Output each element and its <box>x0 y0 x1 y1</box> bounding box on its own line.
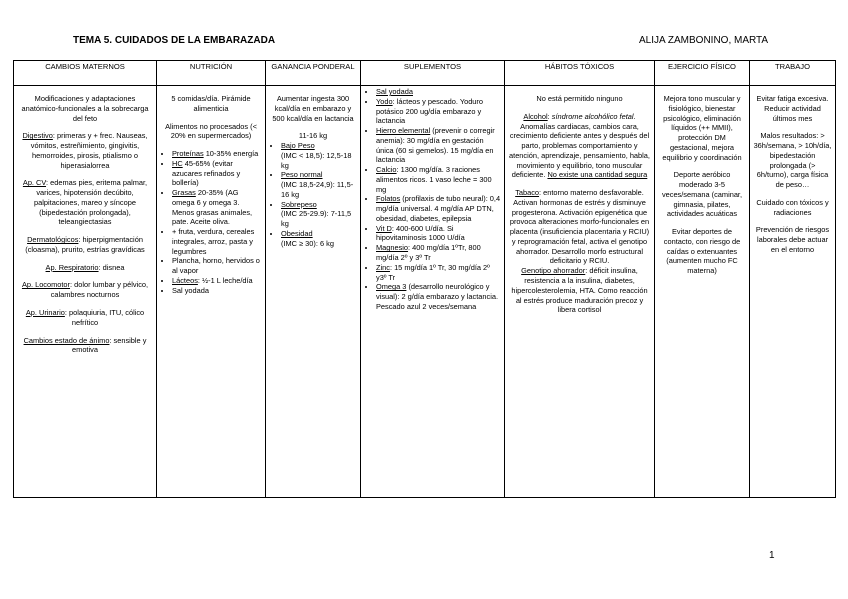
list-item: • + fruta, verdura, cereales integrales, arroz, pasta y legumbres <box>172 227 262 256</box>
list-item: • Folatos (profilaxis de tubo neural): 0,4 mg/día universal. 4 mg/día AP DTN, obesidad, diabetes, epilepsia <box>376 194 501 223</box>
cell-nutricion <box>157 86 266 498</box>
ganancia-intro: Aumentar ingesta 300 kcal/día en embarazo y 500 kcal/día en lactancia <box>272 94 354 123</box>
nutricion-intro2: Alimentos no procesados (< 20% en supermercados) <box>165 121 257 141</box>
cambios-intro: Modificaciones y adaptaciones anatómico-funcionales a la sobrecarga del feto <box>21 94 149 123</box>
list-item: • Lácteos: ½-1 L leche/día <box>172 276 262 286</box>
nutricion-list <box>160 149 262 295</box>
ganancia-list <box>269 141 357 248</box>
list-item: • HC 45-65% (evitar azucares refinados y bollería) <box>172 159 262 188</box>
col-header-ejercicio: EJERCICIO FÍSICO <box>655 61 750 86</box>
cell-ganancia-ponderal <box>266 86 361 498</box>
list-item: • Peso normal (IMC 18,5-24,9): 11,5-16 kg <box>281 170 357 199</box>
alcohol-text: Alcohol: síndrome alcohólico fetal. Anomalías cardiacas, cambios cara, crecimiento deficiente antes y después del parto, problemas comportamiento y atención, aprendizaje, pensamiento, habla, movimiento y equilibrio, tono muscular deficiente. No existe una cantidad segura <box>509 111 650 180</box>
respiratorio-text: Ap. Respiratorio: disnea <box>45 262 125 272</box>
list-item: • Plancha, horno, hervidos o al vapor <box>172 256 262 276</box>
col-header-suplementos: SUPLEMENTOS <box>361 61 505 86</box>
list-item: • Sobrepeso (IMC 25-29.9): 7-11,5 kg <box>281 200 357 229</box>
ejercicio-evitar: Evitar deportes de contacto, con riesgo de caídas o extenuantes (aumenten mucho FC materna) <box>663 227 741 276</box>
cell-cambios-maternos <box>14 86 157 498</box>
digestivo-text: Digestivo: primeras y + frec. Nauseas, vómitos, estreñimiento, gingivitis, hemorroides, pirosis, ptialismo o hiperasialorrea <box>22 131 148 170</box>
urinario-text: Ap. Urinario: polaquiuria, ITU, cólico nefrítico <box>25 308 145 327</box>
list-item: • Hierro elemental (prevenir o corregir anemia): 30 mg/día en gestación única (60 si gemelos). 15 mg/día en lactancia <box>376 126 501 165</box>
trabajo-fatiga: Evitar fatiga excesiva. Reducir actividad últimos mes <box>756 94 829 123</box>
list-item: • Omega 3 (desarrollo neurológico y visual): 2 g/día embarazo y lactancia. Pescado azul 2 veces/semana <box>376 282 501 311</box>
list-item: • Grasas 20-35% (AG omega 6 y omega 3. Menos grasas animales, pate. Aceite oliva. <box>172 188 262 227</box>
locomotor-text: Ap. Locomotor: dolor lumbar y pélvico, calambres nocturnos <box>21 280 149 300</box>
list-item: • Calcio: 1300 mg/día. 3 raciones alimentos ricos. 1 vaso leche = 300 mg <box>376 165 501 194</box>
table-row <box>14 86 836 498</box>
table-header-row <box>14 61 836 86</box>
ganancia-total: 11-16 kg <box>298 131 328 141</box>
list-item: • Magnesio: 400 mg/día 1ºTr, 800 mg/día 2º y 3º Tr <box>376 243 501 263</box>
list-item: • Sal yodada <box>376 87 501 97</box>
trabajo-malos-resultados: Malos resultados: > 36h/semana, > 10h/día, bipedestación prolongada (> 6h/turno), carga física de peso… <box>753 131 832 190</box>
col-header-toxicos: HÁBITOS TÓXICOS <box>505 61 655 86</box>
genotipo-text: Genotipo ahorrador: déficit insulina, resistencia a la insulina, diabetes, hipercolesterolemia, HTA. Como reacción al estrés produce maduración precoz y libera cortisol <box>511 266 648 315</box>
page-number: 1 <box>769 550 775 561</box>
suplementos-list <box>364 87 501 312</box>
cv-text: Ap. CV: edemas pies, eritema palmar, varices, hipotensión decúbito, palpitaciones, mareo y síncope (bipedestación prolongada), teleangiectasias <box>22 178 148 227</box>
list-item: • Sal yodada <box>172 286 262 296</box>
list-item: • Proteínas 10-35% energía <box>172 149 262 159</box>
col-header-nutricion: NUTRICIÓN <box>157 61 266 86</box>
col-header-cambios: CAMBIOS MATERNOS <box>14 61 157 86</box>
trabajo-toxicos: Cuidado con tóxicos y radiaciones <box>756 197 829 217</box>
col-header-trabajo: TRABAJO <box>750 61 836 86</box>
list-item: • Obesidad (IMC ≥ 30): 6 kg <box>281 229 357 249</box>
cell-ejercicio <box>655 86 750 498</box>
list-item: • Vit D: 400-600 U/día. Si hipovitaminosis 1000 U/día <box>376 224 501 244</box>
animo-text: Cambios estado de ánimo: sensible y emotiva <box>23 335 147 355</box>
document-title: TEMA 5. CUIDADOS DE LA EMBARAZADA <box>73 35 276 46</box>
summary-table <box>13 60 836 498</box>
trabajo-prevencion: Prevención de riesgos laborales debe actuar en el entorno <box>755 225 830 254</box>
list-item: • Yodo: lácteos y pescado. Yoduro potásico 200 ug/día embarazo y lactancia <box>376 97 501 126</box>
col-header-ganancia: GANANCIA PONDERAL <box>266 61 361 86</box>
ejercicio-beneficios: Mejora tono muscular y fisiológico, bienestar psicológico, eliminación líquidos (++ MMII), protección DM gestacional, mejora equilibrio y coordinación <box>662 94 742 162</box>
cell-trabajo <box>750 86 836 498</box>
tabaco-text: Tabaco: entorno materno desfavorable. Activan hormonas de estrés y disminuye progesterona. Activación epigenética que provoca alteraciones morfo-funcionales en placenta (insuficiencia placentaria y RCIU) y reprogramación fetal, activa el genotipo ahorrador. Desarrollo morfo estructural deficitario y RCIU. <box>509 188 650 266</box>
nutricion-intro: 5 comidas/día. Pirámide alimenticia <box>171 94 251 113</box>
author-name: ALIJA ZAMBONINO, MARTA <box>639 35 769 46</box>
list-item: • Bajo Peso (IMC < 18,5): 12,5-18 kg <box>281 141 357 170</box>
toxicos-intro: No está permitido ninguno <box>536 94 623 103</box>
cell-suplementos <box>361 86 505 498</box>
list-item: • Zinc: 15 mg/día 1º Tr, 30 mg/día 2º y3º Tr <box>376 263 501 283</box>
ejercicio-recomendado: Deporte aeróbico moderado 3-5 veces/semana (caminar, gimnasia, pilates, actividades acuáticas <box>661 170 743 219</box>
dermatologicos-text: Dermatológicos: hiperpigmentación (cloasma), prurito, estrías gravídicas <box>25 235 145 254</box>
cell-habitos-toxicos <box>505 86 655 498</box>
